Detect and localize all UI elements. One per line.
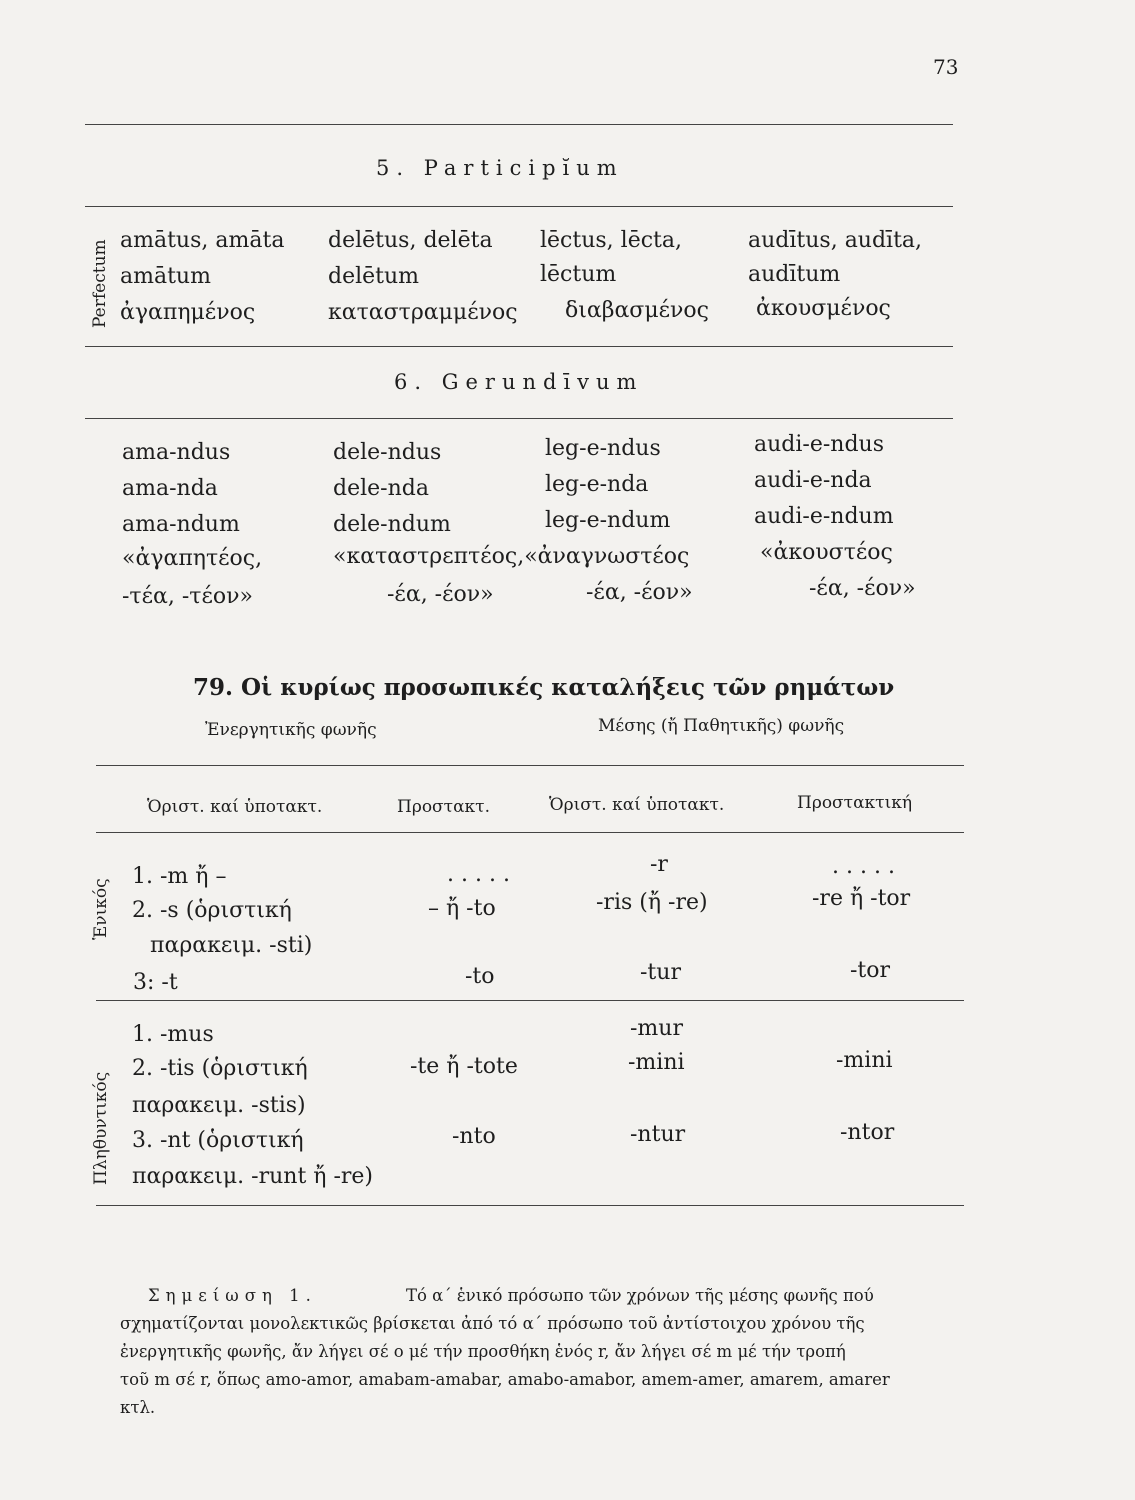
ending-cell: -re ἤ -tor [812,886,911,911]
participium-cell: καταστραμμένος [328,300,518,325]
ending-cell: 1. -mus [132,1022,214,1047]
participium-cell: ἀκουσμένος [756,296,891,321]
gerundivum-cell: leg-e-nda [545,472,649,497]
voice-active-label: Ἐνεργητικῆς φωνῆς [205,720,377,740]
ending-cell: 1. -m ἤ – [132,864,227,889]
ending-cell: 2. -tis (ὁριστική [132,1056,308,1081]
singular-side-label: Ἑνικός [91,878,111,940]
participium-cell: amātum [120,264,211,289]
gerundivum-cell: -έα, -έον» [387,582,494,607]
divider [96,832,964,833]
ending-cell: παρακειμ. -runt ἤ -re) [132,1164,374,1189]
ending-cell: παρακειμ. -stis) [132,1093,306,1118]
gerundivum-cell: audi-e-nda [754,468,872,493]
col-header: Προστακτική [797,793,913,813]
gerundivum-cell: -έα, -έον» [586,580,693,605]
voice-middle-label: Μέσης (ἤ Παθητικῆς) φωνῆς [598,716,845,736]
gerundivum-cell: «καταστρεπτέος,«ἀναγνωστέος [333,544,690,569]
divider [96,765,964,766]
participium-heading: 5. Participĭum [376,156,624,180]
divider [85,418,953,419]
ending-cell: -to [465,964,495,989]
ending-cell: -mini [836,1048,893,1073]
gerundivum-cell: ama-ndus [122,440,231,465]
col-header: Ὁριστ. καί ὑποτακτ. [549,795,725,815]
gerundivum-heading: 6. Gerundīvum [394,370,644,394]
divider [85,206,953,207]
ending-cell: παρακειμ. -sti) [150,933,313,958]
ending-cell: -r [650,852,668,877]
ending-cell: 2. -s (ὁριστική [132,898,292,923]
participium-cell: audītum [748,262,841,287]
col-header: Προστακτ. [397,797,490,817]
ending-cell: -te ἤ -tote [410,1054,518,1079]
ending-cell: 3: -t [133,970,178,995]
ending-cell: -tor [850,958,891,983]
participium-cell: διαβασμένος [565,298,709,323]
participium-cell: amātus, amāta [120,228,285,253]
ending-cell: . . . . . [832,854,895,879]
participium-cell: audītus, audīta, [748,228,923,253]
gerundivum-cell: «ἀγαπητέος, [122,546,263,571]
gerundivum-cell: ama-ndum [122,512,240,537]
ending-cell: -ntur [630,1122,686,1147]
ending-cell: -ris (ἤ -re) [596,890,708,915]
gerundivum-cell: audi-e-ndus [754,432,885,457]
ending-cell: -ntor [840,1120,895,1145]
gerundivum-cell: «ἀκουστέος [760,540,893,565]
page-number: 73 [933,55,959,79]
gerundivum-cell: dele-ndum [333,512,451,537]
participium-cell: lēctus, lēcta, [540,228,682,253]
note-line: τοῦ m σέ r, ὅπως amo-amor, amabam-amabar, amabo-amabor, amem-amer, amarem, amarer [120,1370,890,1389]
note-line: Τό α΄ ἑνικό πρόσωπο τῶν χρόνων τῆς μέσης φωνῆς πού [406,1286,874,1305]
divider [96,1205,964,1206]
ending-cell: -tur [640,960,681,985]
ending-cell: . . . . . [447,862,510,887]
participium-cell: lēctum [540,262,617,287]
participium-cell: ἀγαπημένος [120,300,256,325]
ending-cell: -nto [452,1124,496,1149]
gerundivum-cell: dele-nda [333,476,429,501]
gerundivum-cell: leg-e-ndus [545,436,661,461]
gerundivum-cell: leg-e-ndum [545,508,671,533]
ending-cell: – ἤ -to [428,896,496,921]
gerundivum-cell: -έα, -έον» [809,576,916,601]
divider [85,346,953,347]
section-79-title: 79. Οἱ κυρίως προσωπικές καταλήξεις τῶν ρημάτων [193,674,895,701]
note-line: ἐνεργητικῆς φωνῆς, ἄν λήγει σέ o μέ τήν προσθήκη ἑνός r, ἄν λήγει σέ m μέ τήν τροπή [120,1342,846,1361]
gerundivum-cell: ama-nda [122,476,218,501]
gerundivum-cell: -τέα, -τέον» [122,584,253,609]
perfectum-side-label: Perfectum [90,239,110,328]
ending-cell: -mini [628,1050,685,1075]
ending-cell: -mur [630,1016,683,1041]
ending-cell: 3. -nt (ὁριστική [132,1128,304,1153]
gerundivum-cell: dele-ndus [333,440,442,465]
participium-cell: delētum [328,264,420,289]
note-line: σχηματίζονται μονολεκτικῶς βρίσκεται ἀπό τό α΄ πρόσωπο τοῦ ἀντίστοιχου χρόνου τῆς [120,1314,865,1333]
col-header: Ὁριστ. καί ὑποτακτ. [147,797,323,817]
divider [96,1000,964,1001]
participium-cell: delētus, delēta [328,228,493,253]
plural-side-label: Πληθυντικός [91,1071,111,1185]
divider [85,124,953,125]
note-line: κτλ. [120,1398,156,1417]
note-label: Σημείωση 1. [148,1286,317,1305]
gerundivum-cell: audi-e-ndum [754,504,894,529]
